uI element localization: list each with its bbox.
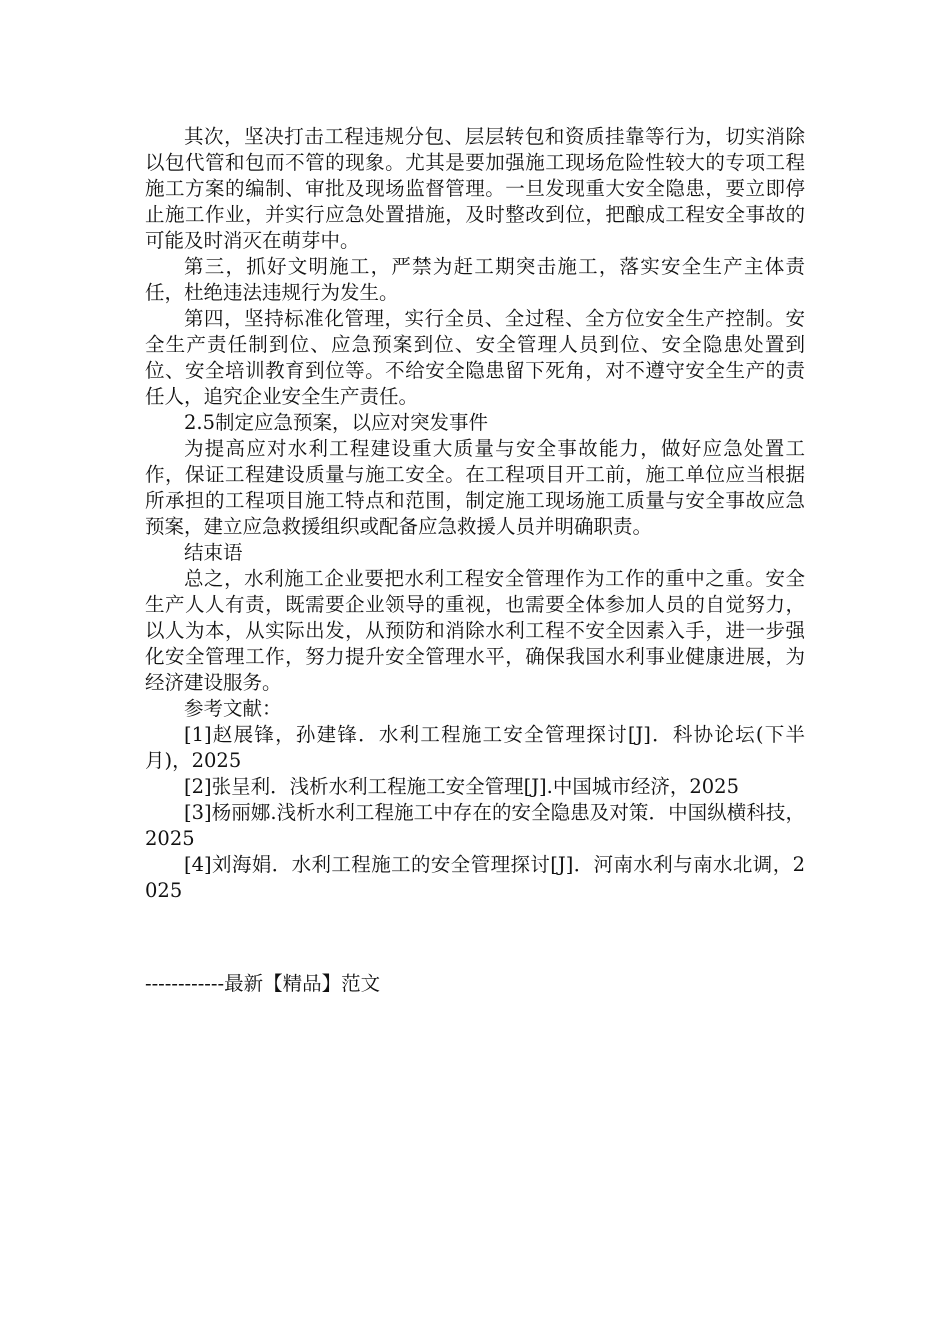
page-footer: ------------最新【精品】范文 [145, 972, 381, 995]
section-heading-emergency-plan: 2.5制定应急预案，以应对突发事件 [184, 411, 489, 434]
reference-item: [2]张呈利．浅析水利工程施工安全管理[J].中国城市经济，2025 [184, 775, 739, 798]
reference-item: [1]赵展锋，孙建锋．水利工程施工安全管理探讨[J]．科协论坛(下半月)，2025 [145, 723, 805, 772]
section-heading-conclusion: 结束语 [184, 541, 243, 564]
paragraph-conclusion: 总之，水利施工企业要把水利工程安全管理作为工作的重中之重。安全生产人人有责，既需要企业领导的重视，也需要全体参加人员的自觉努力，以人为本，从实际出发，从预防和消除水利工程不安全因素入手，进一步强化安全管理工作，努力提升安全管理水平，确保我国水利事业健康进展，为经济建设服务。 [145, 567, 805, 694]
reference-item: [4]刘海娟．水利工程施工的安全管理探讨[J]．河南水利与南水北调，2025 [145, 853, 805, 902]
section-heading-references: 参考文献： [184, 697, 282, 720]
document-body [145, 124, 805, 904]
paragraph-measures-second: 其次，坚决打击工程违规分包、层层转包和资质挂靠等行为，切实消除以包代管和包而不管的现象。尤其是要加强施工现场危险性较大的专项工程施工方案的编制、审批及现场监督管理。一旦发现重大安全隐患，要立即停止施工作业，并实行应急处置措施，及时整改到位，把酿成工程安全事故的可能及时消灭在萌芽中。 [145, 125, 805, 252]
reference-item: [3]杨丽娜.浅析水利工程施工中存在的安全隐患及对策．中国纵横科技，2025 [145, 801, 805, 850]
paragraph-measures-third: 第三，抓好文明施工，严禁为赶工期突击施工，落实安全生产主体责任，杜绝违法违规行为发生。 [145, 255, 805, 304]
paragraph-emergency-plan: 为提高应对水利工程建设重大质量与安全事故能力，做好应急处置工作，保证工程建设质量与施工安全。在工程项目开工前，施工单位应当根据所承担的工程项目施工特点和范围，制定施工现场施工质量与安全事故应急预案，建立应急救援组织或配备应急救援人员并明确职责。 [145, 437, 805, 538]
paragraph-measures-fourth: 第四，坚持标准化管理，实行全员、全过程、全方位安全生产控制。安全生产责任制到位、应急预案到位、安全管理人员到位、安全隐患处置到位、安全培训教育到位等。不给安全隐患留下死角，对不遵守安全生产的责任人，追究企业安全生产责任。 [145, 307, 805, 408]
